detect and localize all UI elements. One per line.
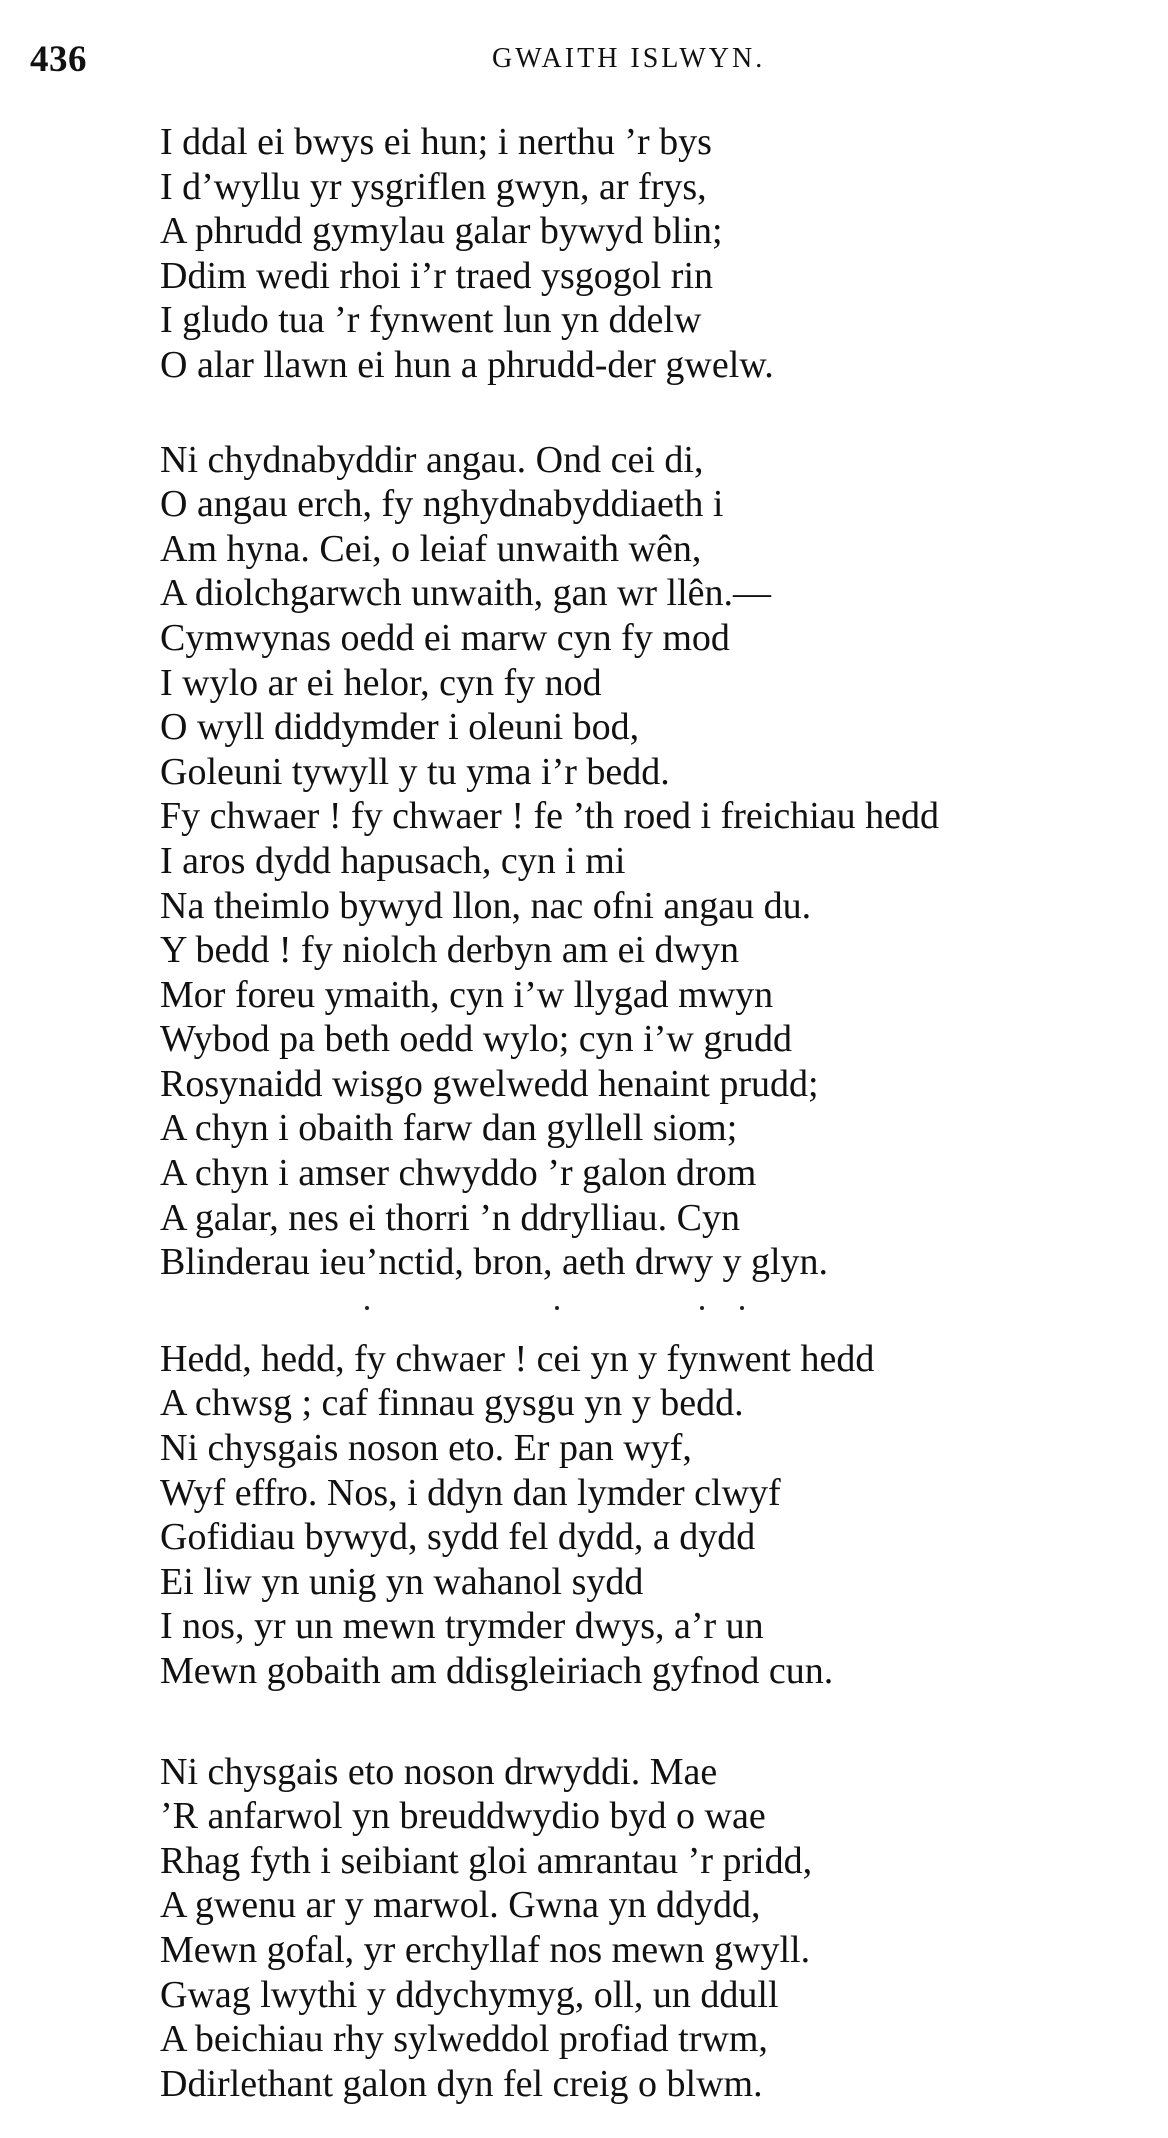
poem-line: I ddal ei bwys ei hun; i nerthu ’r bys [160,121,712,163]
poem-line: Wyf effro. Nos, i ddyn dan lymder clwyf [160,1471,781,1514]
running-head [30,38,1130,88]
poem-line: Hedd, hedd, fy chwaer ! cei yn y fynwent hedd [160,1337,875,1380]
poem-line: Mewn gobaith am ddisgleiriach gyfnod cun. [160,1650,834,1692]
poem-line: Am hyna. Cei, o leiaf unwaith wên, [160,527,702,570]
poem-line: O alar llawn ei hun a phrudd-der gwelw. [160,343,774,386]
poem-line: I d’wyllu yr ysgriflen gwyn, ar frys, [160,165,707,208]
poem-line: O wyll diddymder i oleuni bod, [160,706,640,749]
ellipsis-dot [740,1306,744,1310]
poem-line: Na theimlo bywyd llon, nac ofni angau du. [160,884,812,927]
stanza-3 [160,1337,1150,1694]
ellipsis-dot [365,1306,369,1310]
poem-line: Fy chwaer ! fy chwaer ! fe ’th roed i freichiau hedd [160,795,939,838]
poem-text [160,120,1150,2106]
stanza-1 [160,120,1150,388]
poem-line: I aros dydd hapusach, cyn i mi [160,839,626,882]
poem-line: A gwenu ar y marwol. Gwna yn ddydd, [160,1884,761,1927]
poem-line: Gofidiau bywyd, sydd fel dydd, a dydd [160,1516,756,1559]
poem-line: A galar, nes ei thorri ’n ddrylliau. Cyn [160,1196,740,1239]
poem-line: Wybod pa beth oedd wylo; cyn i’w grudd [160,1018,792,1061]
poem-line: Rosynaidd wisgo gwelwedd henaint prudd; [160,1062,819,1105]
poem-line: Ddim wedi rhoi i’r traed ysgogol rin [160,254,714,297]
poem-line: Ni chysgais noson eto. Er pan wyf, [160,1427,692,1470]
poem-line: A beichiau rhy sylweddol profiad trwm, [160,2018,768,2061]
ellipsis-dot [700,1306,704,1310]
stanza-4 [160,1750,1150,2107]
stanza-break [160,388,1150,438]
poem-line: O angau erch, fy nghydnabyddiaeth i [160,483,724,526]
ellipsis-dots [160,1298,860,1318]
poem-line: ’R anfarwol yn breuddwydio byd o wae [160,1795,766,1838]
poem-line: Ni chydnabyddir angau. Ond cei di, [160,438,704,481]
page-number: 436 [30,39,87,80]
poem-line: A chyn i amser chwyddo ’r galon drom [160,1152,757,1195]
poem-line: Goleuni tywyll y tu yma i’r bedd. [160,750,670,793]
poem-line: I wylo ar ei helor, cyn fy nod [160,661,602,704]
poem-line: I gludo tua ’r fynwent lun yn ddelw [160,299,702,342]
poem-line: Mewn gofal, yr erchyllaf nos mewn gwyll. [160,1928,811,1971]
poem-line: I nos, yr un mewn trymder dwys, a’r un [160,1605,764,1648]
poem-line: Ni chysgais eto noson drwyddi. Mae [160,1750,718,1793]
poem-line: Y bedd ! fy niolch derbyn am ei dwyn [160,929,739,972]
poem-line: Ddirlethant galon dyn fel creig o blwm. [160,2062,763,2105]
book-title: GWAITH ISLWYN. [492,43,766,74]
stanza-break [160,1694,1150,1750]
poem-line: Mor foreu ymaith, cyn i’w llygad mwyn [160,973,774,1016]
poem-line: Blinderau ieu’nctid, bron, aeth drwy y glyn. [160,1241,829,1284]
poem-line: Rhag fyth i seibiant gloi amrantau ’r pridd, [160,1839,813,1882]
poem-line: A chwsg ; caf finnau gysgu yn y bedd. [160,1382,744,1425]
poem-line: Cymwynas oedd ei marw cyn fy mod [160,616,730,659]
poem-line: Ei liw yn unig yn wahanol sydd [160,1560,644,1603]
poem-line: A chyn i obaith farw dan gyllell siom; [160,1107,738,1150]
poem-line: A diolchgarwch unwaith, gan wr llên.— [160,572,772,615]
poem-line: Gwag lwythi y ddychymyg, oll, un ddull [160,1973,779,2016]
stanza-2 [160,438,1150,1285]
poem-line: A phrudd gymylau galar bywyd blin; [160,210,723,253]
ellipsis-dot [555,1306,559,1310]
